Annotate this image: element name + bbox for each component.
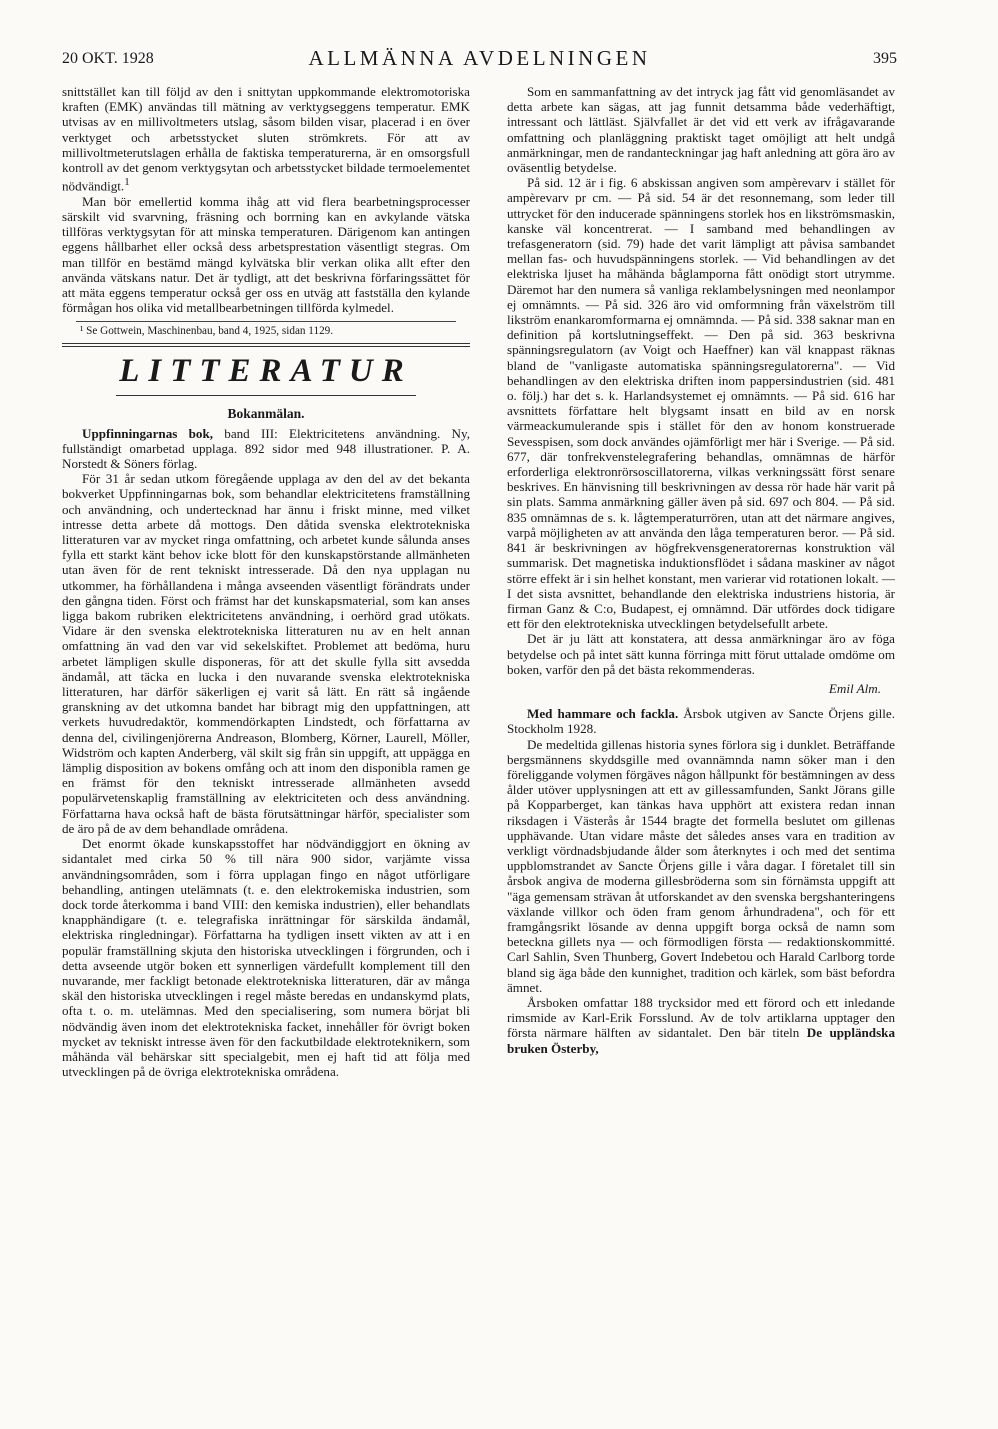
review-1-heading <box>62 426 470 472</box>
left-paragraph-1-text: snittstället kan till följd av den i snittytan uppkommande elektromotoriska kraften (EMK) användas till mätning av verktygseggens temperatur. EMK utvisas av en millivoltmeters utslag, såsom bilden visar, placerad i en över verktyget och arbetsstycket sluten strömkrets. För att av millivoltmeterutslagen erhålla de faktiska temperaturerna, är en omsorgsfull kontroll av det genom verktygsytan och arbetsstycket bildade termoelementet nödvändigt. <box>62 84 470 194</box>
left-paragraph-3: För 31 år sedan utkom föregående upplaga av den del av det bekanta bokverket Uppfinningarnas bok, som behandlar elektricitetens framställning och användning, och undertecknad har ännu i friskt minne, med vilket intresse detta arbete då mottogs. Den dåtida svenska elektrotekniska litteraturen var av mycket ringa omfattning, och arbetet kunde sålunda anses fylla ett starkt känt behov icke blott för den kunskapstörstande allmänheten utan även för de rent tekniskt intresserade. Då den nya upplagan nu utkommer, ha förhållandena i många avseenden väsentligt förändrats under den gångna tiden. Först och främst har det kunskapsmaterial, som kan anses ligga bakom rubriken elektricitetens användning, i oerhörd grad utökats. Vidare är den svenska elektrotekniska litteraturen nu av en helt annan omfattning än vad den var vid sekelskiftet. Problemet att bedöma, huru arbetet lämpligen skulle disponeras, för att det skulle fylla sitt avsedda ändamål, att täcka en lucka i den nuvarande svenska elektrotekniska litteraturen, har därför säkerligen ej varit så lätt. En rätt så ingående granskning av det utkomna bandet har bibragt mig den uppfattningen, att verkets huvudredaktör, kommendörkapten Lindstedt, och författarna av denna del, civilingenjörerna Andreason, Blomberg, Körner, Laurell, Möller, Widström och kapten Anderberg, väl skilt sig från sin uppgift, att uppägga en lämplig disposition av bokens omfång och att inom den disponibla ramen ge en främst för den tekniskt intresserade allmänheten avsedd populärvetenskaplig framställning av elektriciteten och dess användning. Författarna hava också haft de bästa förutsättningar härför, specialister som de äro på de av dem behandlade områdena. <box>62 471 470 836</box>
review-1-title: Uppfinningarnas bok, <box>82 425 213 441</box>
left-paragraph-4: Det enormt ökade kunskapsstoffet har nödvändiggjort en ökning av sidantalet med cirka 50 % till nära 900 sidor, varjämte vissa användningsområden, som i förra upplagan fingo en något utförligare behandling, antingen utelämnats (t. e. den elektrokemiska industrien, som dock torde återkomma i band VIII: den kemiska industrien), eller behandlats knapphändigare (t. e. telegrafiska inrättningar för särskilda ändamål, elektriska ringledningar). Författarna ha tydligen insett vikten av att i en populär framställning skjuta den historiska utvecklingen i förgrunden, och i detta avseende utgör boken ett synnerligen värdefullt komplement till den nuvarande, mer fackligt betonade elektrotekniska litteraturen, där av många skäl den historiska utvecklingen i regel måste beredas en undanskymd plats, ofta t. o. m. utelämnas. Med den specialisering, som numera börjat bli nödvändig även inom det elektrotekniska facket, innehåller för övrigt boken mycket av tekniskt intresse även för den fackutbildade elektroteknikern, som måhända väl behärskar sitt specialgebit, men ej haft tid att följa med utvecklingen på de övriga elektrotekniska områdena. <box>62 836 470 1080</box>
footnote: ¹ Se Gottwein, Maschinenbau, band 4, 1925, sidan 1129. <box>80 325 334 338</box>
section-divider-bottom <box>62 346 470 347</box>
right-paragraph-4: De medeltida gillenas historia synes förlora sig i dunklet. Beträffande bergsmännens skyddsgille med ovannämnda namn söker man i den föreliggande volymen förgäves någon hållpunkt för bestämningen av dess ålder utöver upplysningen att ett av gillessamfunden, Sankt Jörans gille på Kopparberget, kan tänkas hava upphört att existera redan innan riksdagen i Västerås år 1544 bragte det formella beslutet om gillenas upphävande. Utan vidare måste det således anses vara en tradition av verkligt vördnadsbjudande ålder som återknytes i och med det sentima uppblomstrandet av Sancte Örjens gille i våra dagar. I företalet till sin årsbok angiva de moderna gillesbröderna som sin förnämsta uppgift att "äga gemensam strävan åt utforskandet av den svenska bergshanteringens växlande villkor och öden fram genom århundradena", och för ett framgångsrikt lösande av denna uppgift borga också de namn som beteckna gillets nya — och förmodligen första — redaktionskommitté. Carl Sahlin, Sven Thunberg, Govert Indebetou och Harald Carlborg torde bland sig äga både den kunnighet, tradition och kärlek, som bäst befordra ämnet. <box>507 736 895 995</box>
footnote-ref: 1 <box>124 176 130 189</box>
right-paragraph-5-bold: De uppländska bruken Österby, <box>507 1025 896 1056</box>
section-title-litteratur: LITTERATUR <box>119 353 413 390</box>
page-header <box>62 46 897 72</box>
left-paragraph-2: Man bör emellertid komma ihåg att vid flera bearbetningsprocesser särskilt vid svarvning, fräsning och borrning kan en avkylande vätska tillföras verktygsytan för att minska temperaturen. Därigenom kan antingen eggens hållbarhet eller också dess arbetsprestation väsentligt stegras. Om man tillför en bestämd mängd kylvätska blir verkan olika allt efter den använda vätskans natur. Det är tydligt, att det beskrivna förfaringssättet för att mäta eggens temperatur också ger oss en utväg att fastställa den kylande förmågan hos olika vid metallbearbetningen tillförda kylmedel. <box>62 193 470 316</box>
header-page-number: 395 <box>873 50 897 67</box>
header-section-title: ALLMÄNNA AVDELNINGEN <box>308 46 651 70</box>
right-paragraph-5-text: Årsboken omfattar 188 trycksidor med ett förord och ett inledande rimsmide av Karl-Erik Forsslund. Av de tolv artiklarna upptager den första närmare hälften av sidantalet. Den bär titeln <box>507 994 895 1041</box>
right-paragraph-2: På sid. 12 är i fig. 6 abskissan angiven som ampèrevarv i stället för ampèrevarv pr cm. — På sid. 54 är det resonnemang, som leder till uttrycket för den inducerade spänningens storlek hos en likströmsmaskin, kanske väl koncentrerat. — I samband med behandlingen av trefasgeneratorn (sid. 79) hade det varit lämpligt att påvisa sambandet mellan fas- och huvudspänningens storlek. — Vid behandlingen av det elektriska ljuset ha måhända båglamporna fått onödigt stort utrymme. Däremot har den numera så vanliga reklambelysningen med neonlampor ej omnämnts. — På sid. 326 äro vid omformning från växelström till likström enankaromformarna ej omnämnda. — På sid. 338 saknar man en definition på kortslutningseffekt. — Den på sid. 363 beskrivna spänningsregulatorn (av Voigt och Haeffner) kan väl knappast räknas bland de "vanligaste automatiska spänningsregulatorerna". — Vid behandlingen av den elektriska driften inom pappersindustrien (sid. 481 o. följ.) har det s. k. Harlandsystemet ej omnämnts. — På sid. 616 har avsnittets författare helt blygsamt insatt en bild av en norsk värmeackumulerande spis i stället för den av honom konstruerade Sevesspisen, som dock användes ojämförligt mer här i Sverige. — På sid. 677, där tonfrekvenstelegrafering behandlas, omnämnas de härför erforderliga elektronrörsoscillatorerna, vilkas verkningssätt först senare beskrives. En hänvisning till beskrivningen av dessa rör hade här varit på sin plats. Samma anmärkning gäller även på sid. 697 och 804. — På sid. 835 omnämnas de s. k. lågtemperaturrören, utan att det närmare angives, varpå möjligheten av att använda den låga temperaturen beror. — På sid. 841 är beskrivningen av högfrekvensgeneratorernas konstruktion väl summarisk. Det magnetiska induktionsflödet i sådana maskiner av något större effekt är i sin helhet konstant, men varierar vid rotationen lokalt. — I det sista avsnittet, behandlande den elektriska industriens historia, är firman Ganz & C:o, Budapest, ej omnämnd. Där utfördes dock tidigare ett för den elektrotekniska utvecklingen betydelsefullt arbete. <box>507 175 895 632</box>
section-title-underline <box>116 395 416 396</box>
left-column <box>62 84 470 1079</box>
header-date: 20 OKT. 1928 <box>62 50 154 67</box>
review-1-signature: Emil Alm. <box>828 680 881 696</box>
right-paragraph-3: Det är ju lätt att konstatera, att dessa anmärkningar äro av föga betydelse och på intet sätt kunna förringa mitt förut uttalade omdöme om boken, varför den på det bästa rekommenderas. <box>507 631 895 677</box>
section-divider-top <box>62 343 470 344</box>
review-2-title: Med hammare och fackla. <box>527 706 679 722</box>
right-column <box>507 84 895 1056</box>
right-paragraph-1: Som en sammanfattning av det intryck jag fått vid genomläsandet av detta arbete kan sägas, att jag funnit detsamma både vederhäftigt, intressant och lättläst. Självfallet är det vid ett verk av ifrågavarande omfattning och planläggning praktiskt taget omöjligt att helt undgå anmärkningar, men de randanteckningar jag haft anledning att göra äro av oväsentlig betydelse. <box>507 84 895 176</box>
right-paragraph-5 <box>507 995 895 1056</box>
review-2-biblio: Årsbok utgiven av Sancte Örjens gille. Stockholm 1928. <box>507 706 895 737</box>
review-2-heading <box>507 706 895 736</box>
subhead-bokanmalan: Bokanmälan. <box>227 406 305 422</box>
footnote-divider <box>76 321 456 322</box>
review-1-biblio: band III: Elektricitetens användning. Ny, fullständigt omarbetad upplaga. 892 sidor med 948 illustrationer. P. A. Norstedt & Söners förlag. <box>62 425 470 472</box>
left-paragraph-1 <box>62 84 470 194</box>
